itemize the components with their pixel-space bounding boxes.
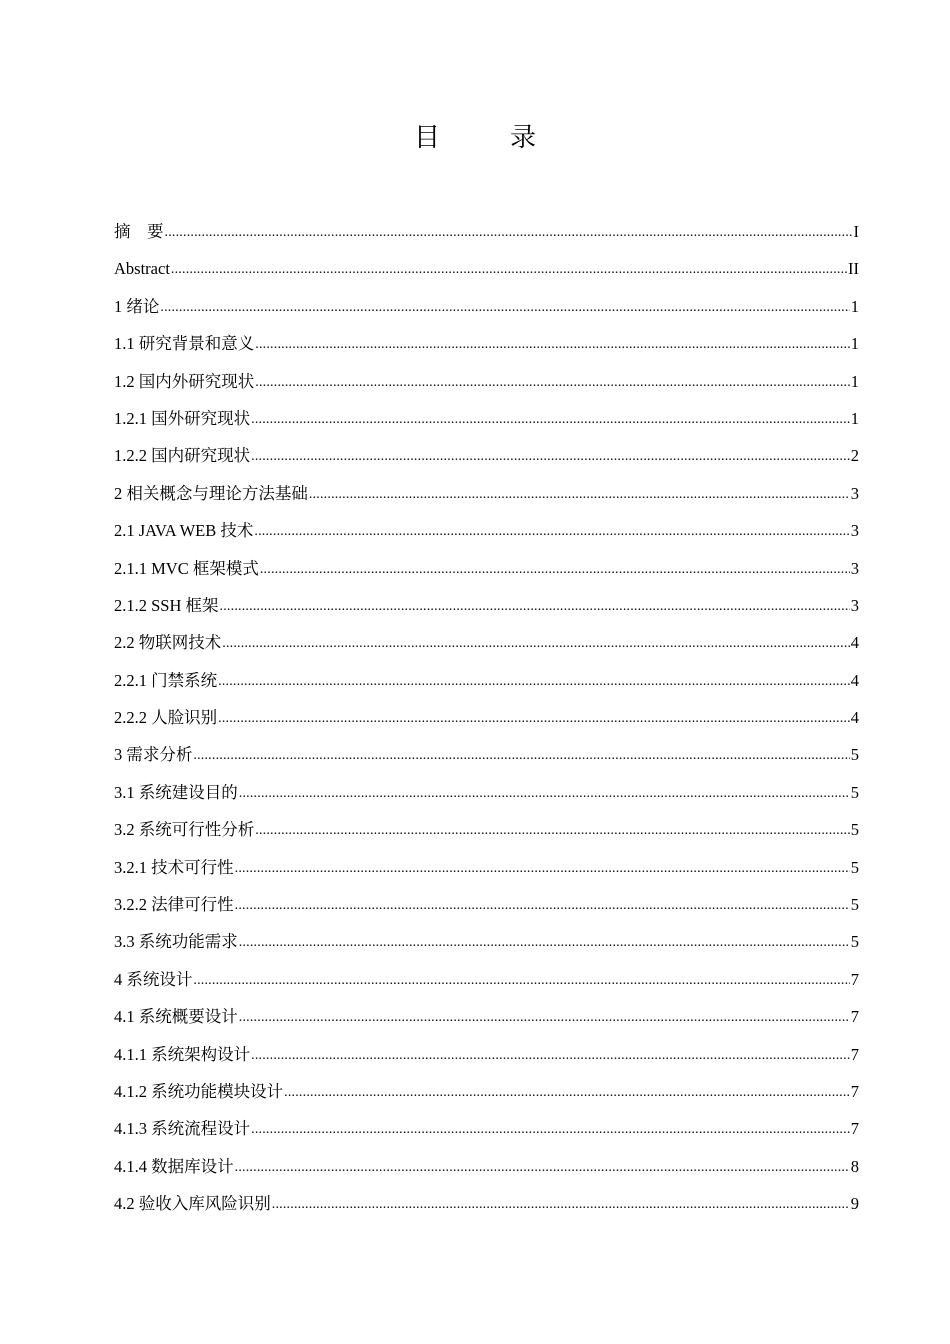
page-title: 目 录 xyxy=(413,123,558,153)
toc-entry-page-number: 4 xyxy=(850,633,859,653)
toc-entry-label: 3.2.2 法律可行性 xyxy=(114,895,234,915)
toc-entry-label: 摘 要 xyxy=(114,222,164,241)
toc-entry[interactable] xyxy=(114,325,859,362)
toc-entry[interactable] xyxy=(114,849,859,886)
toc-entry-page-number: 3 xyxy=(850,521,859,541)
toc-entry-page-number: 5 xyxy=(850,745,859,765)
toc-leader-dots xyxy=(251,399,850,438)
toc-entry-page-number: 5 xyxy=(850,932,859,952)
toc-entry-page-number: 8 xyxy=(850,1156,859,1176)
toc-leader-dots xyxy=(220,586,850,625)
toc-entry-page-number: 5 xyxy=(850,782,859,802)
toc-leader-dots xyxy=(272,1184,850,1223)
toc-leader-dots xyxy=(260,549,850,588)
toc-entry[interactable] xyxy=(114,475,859,512)
toc-entry[interactable] xyxy=(114,363,859,400)
toc-entry[interactable] xyxy=(114,736,859,773)
toc-leader-dots xyxy=(251,436,850,475)
toc-leader-dots xyxy=(193,960,849,999)
toc-entry[interactable] xyxy=(114,1036,859,1073)
toc-entry-page-number: 7 xyxy=(850,1081,859,1101)
toc-entry[interactable] xyxy=(114,624,859,661)
toc-entry-label: 2.2.2 人脸识别 xyxy=(114,708,218,728)
toc-entry[interactable] xyxy=(114,550,859,587)
toc-entry-label: 2.1.1 MVC 框架模式 xyxy=(114,558,259,578)
toc-entry-page-number: 7 xyxy=(850,1007,859,1027)
toc-entry[interactable] xyxy=(114,662,859,699)
toc-entry[interactable] xyxy=(114,512,859,549)
toc-leader-dots xyxy=(235,885,850,924)
toc-leader-dots xyxy=(254,511,849,550)
toc-entry-label: 4.1.1 系统架构设计 xyxy=(114,1044,251,1064)
toc-entry-label: 3 需求分析 xyxy=(114,745,193,765)
toc-entry-page-number: 1 xyxy=(850,408,859,428)
toc-leader-dots xyxy=(239,997,850,1036)
toc-entry-label: 4.1.2 系统功能模块设计 xyxy=(114,1081,284,1101)
toc-leader-dots xyxy=(251,1035,850,1074)
toc-entry-label: 2.2 物联网技术 xyxy=(114,633,222,653)
toc-leader-dots xyxy=(284,1072,850,1111)
toc-entry-page-number: 1 xyxy=(850,296,859,316)
toc-entry-label: 1.2.2 国内研究现状 xyxy=(114,446,251,466)
toc-entry-page-number: 1 xyxy=(850,334,859,354)
toc-leader-dots xyxy=(235,1147,850,1186)
toc-entry-page-number: 3 xyxy=(850,483,859,503)
toc-entry-label: 2 相关概念与理论方法基础 xyxy=(114,483,308,503)
toc-entry-label: 3.2.1 技术可行性 xyxy=(114,857,234,877)
toc-entry-page-number: 7 xyxy=(850,969,859,989)
toc-entry-label: Abstract xyxy=(114,259,170,279)
toc-entry[interactable] xyxy=(114,587,859,624)
toc-entry[interactable] xyxy=(114,699,859,736)
toc-leader-dots xyxy=(160,287,849,326)
toc-entry-label: 3.3 系统功能需求 xyxy=(114,932,238,952)
toc-entry[interactable] xyxy=(114,886,859,923)
toc-entry-label: 2.2.1 门禁系统 xyxy=(114,670,218,690)
toc-leader-dots xyxy=(171,249,847,288)
toc-entry-page-number: 5 xyxy=(850,820,859,840)
toc-entry-page-number: 4 xyxy=(850,670,859,690)
toc-leader-dots xyxy=(255,324,850,363)
toc-leader-dots xyxy=(218,661,850,700)
table-of-contents xyxy=(114,213,859,1223)
toc-entry-label: 2.1.2 SSH 框架 xyxy=(114,595,219,615)
toc-entry[interactable] xyxy=(114,400,859,437)
toc-entry-label: 4.1.3 系统流程设计 xyxy=(114,1119,251,1139)
toc-entry[interactable] xyxy=(114,998,859,1035)
toc-entry[interactable] xyxy=(114,774,859,811)
toc-entry-label: 3.1 系统建设目的 xyxy=(114,782,238,802)
toc-entry-page-number: 5 xyxy=(850,857,859,877)
toc-entry-label: 4.2 验收入库风险识别 xyxy=(114,1194,271,1214)
toc-entry-label: 4.1.4 数据库设计 xyxy=(114,1156,234,1176)
toc-entry-page-number: 7 xyxy=(850,1044,859,1064)
toc-leader-dots xyxy=(218,698,850,737)
toc-entry-label: 4.1 系统概要设计 xyxy=(114,1007,238,1027)
toc-entry-label: 1 绪论 xyxy=(114,296,160,316)
toc-entry-label: 4 系统设计 xyxy=(114,969,193,989)
toc-entry-page-number: II xyxy=(848,259,859,279)
toc-entry-page-number: 1 xyxy=(850,371,859,391)
toc-entry[interactable] xyxy=(114,961,859,998)
toc-leader-dots xyxy=(255,810,850,849)
toc-entry-label: 1.1 研究背景和意义 xyxy=(114,334,255,354)
toc-entry[interactable] xyxy=(114,213,859,250)
toc-entry[interactable] xyxy=(114,1148,859,1185)
toc-entry[interactable] xyxy=(114,1073,859,1110)
toc-entry-page-number: 3 xyxy=(850,558,859,578)
toc-entry-page-number: I xyxy=(853,222,859,241)
toc-entry[interactable] xyxy=(114,288,859,325)
toc-leader-dots xyxy=(239,773,850,812)
toc-leader-dots xyxy=(222,623,850,662)
toc-entry[interactable] xyxy=(114,250,859,287)
toc-leader-dots xyxy=(251,1109,850,1148)
toc-entry[interactable] xyxy=(114,923,859,960)
toc-entry[interactable] xyxy=(114,437,859,474)
toc-entry-label: 3.2 系统可行性分析 xyxy=(114,820,255,840)
toc-entry[interactable] xyxy=(114,1110,859,1147)
toc-entry-page-number: 7 xyxy=(850,1119,859,1139)
toc-entry-page-number: 2 xyxy=(850,446,859,466)
toc-entry[interactable] xyxy=(114,1185,859,1222)
toc-leader-dots xyxy=(239,922,850,961)
toc-entry-label: 1.2.1 国外研究现状 xyxy=(114,408,251,428)
toc-entry-label: 2.1 JAVA WEB 技术 xyxy=(114,521,254,541)
toc-entry-label: 1.2 国内外研究现状 xyxy=(114,371,255,391)
toc-entry-page-number: 9 xyxy=(850,1194,859,1214)
toc-leader-dots xyxy=(255,362,850,401)
toc-entry[interactable] xyxy=(114,811,859,848)
toc-entry-page-number: 3 xyxy=(850,595,859,615)
toc-leader-dots xyxy=(309,474,850,513)
toc-leader-dots xyxy=(235,848,850,887)
toc-leader-dots xyxy=(165,212,853,251)
toc-entry-page-number: 4 xyxy=(850,708,859,728)
toc-entry-page-number: 5 xyxy=(850,895,859,915)
toc-leader-dots xyxy=(193,735,849,774)
